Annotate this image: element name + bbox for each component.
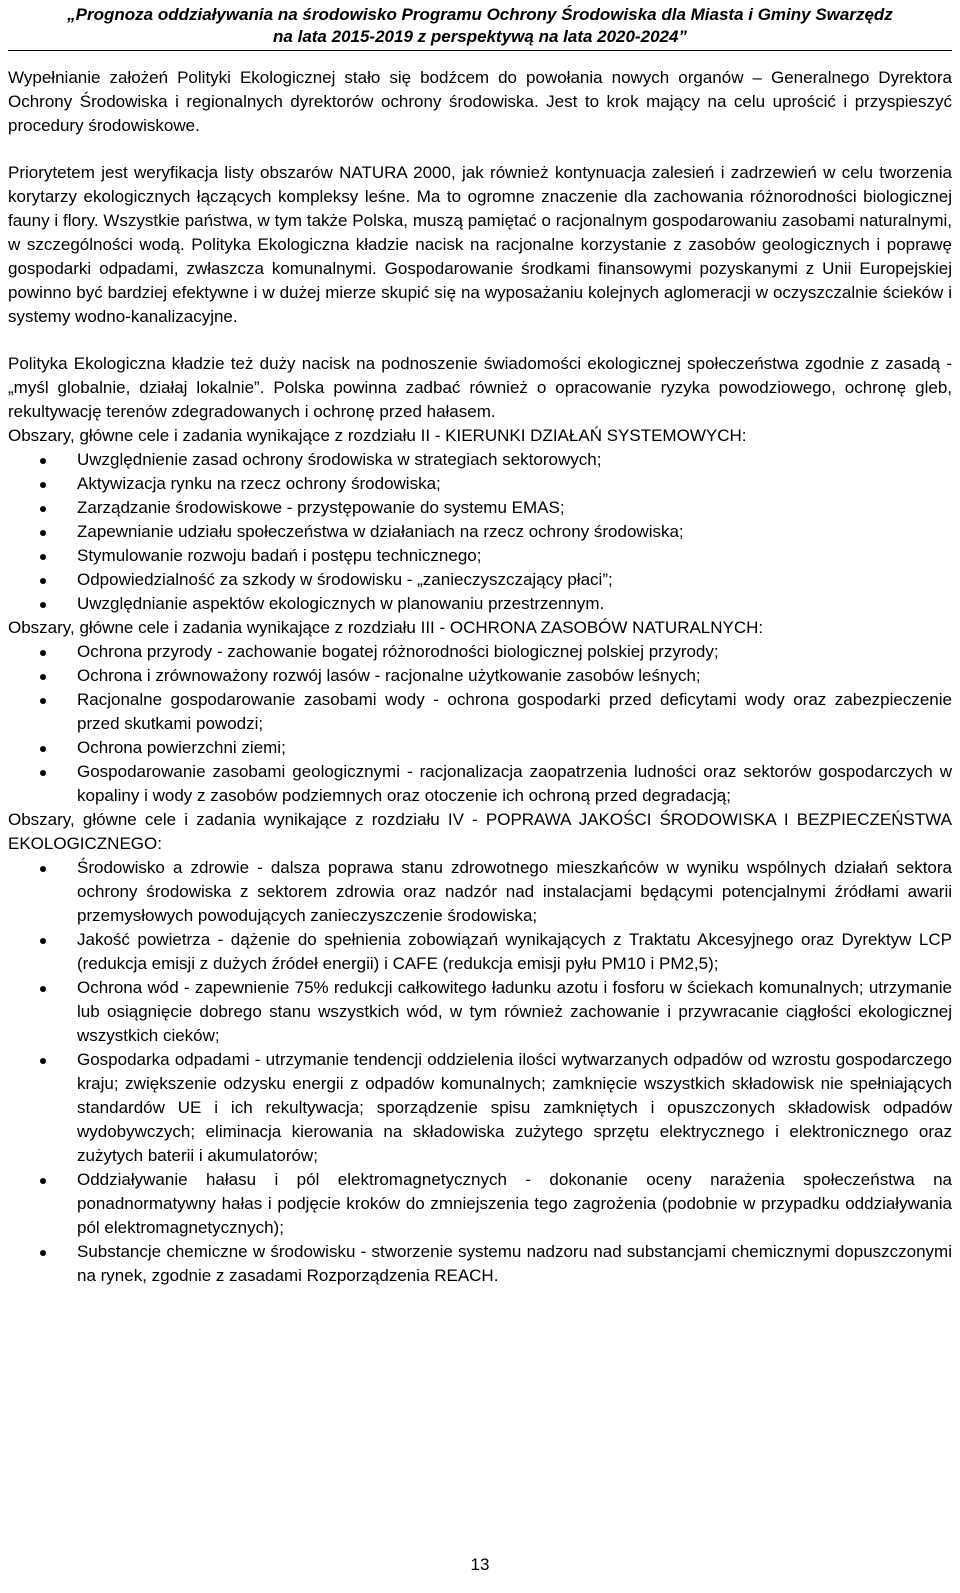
bullet-icon bbox=[40, 578, 46, 584]
list-item: Ochrona powierzchni ziemi; bbox=[8, 736, 952, 760]
bullet-icon bbox=[40, 674, 46, 680]
section-heading: Obszary, główne cele i zadania wynikające z rozdziału II - KIERUNKI DZIAŁAŃ SYSTEMOWYCH: bbox=[8, 426, 747, 445]
list-item: Stymulowanie rozwoju badań i postępu technicznego; bbox=[8, 544, 952, 568]
bullet-icon bbox=[40, 482, 46, 488]
list-item: Zarządzanie środowiskowe - przystępowanie do systemu EMAS; bbox=[8, 496, 952, 520]
page-header bbox=[0, 4, 960, 48]
section-iii bbox=[8, 616, 952, 808]
list-item: Uwzględnienie zasad ochrony środowiska w strategiach sektorowych; bbox=[8, 448, 952, 472]
bullet-list bbox=[8, 640, 952, 808]
bullet-icon bbox=[40, 698, 46, 704]
page-number: 13 bbox=[470, 1555, 490, 1574]
bullet-icon bbox=[40, 866, 46, 872]
list-item: Racjonalne gospodarowanie zasobami wody - ochrona gospodarki przed deficytami wody oraz zabezpieczenie przed skutkami powodzi; bbox=[8, 688, 952, 736]
bullet-icon bbox=[40, 1058, 46, 1064]
list-item: Aktywizacja rynku na rzecz ochrony środowiska; bbox=[8, 472, 952, 496]
paragraph-3: Polityka Ekologiczna kładzie też duży nacisk na podnoszenie świadomości ekologicznej społeczeństwa zgodnie z zasadą - „myśl globalnie, działaj lokalnie”. Polska powinna zadbać również o opracowanie ryzyka powodziowego, ochronę gleb, rekultywację terenów zdegradowanych i ochronę przed hałasem. bbox=[8, 354, 952, 421]
bullet-list bbox=[8, 448, 952, 616]
bullet-icon bbox=[40, 506, 46, 512]
bullet-list bbox=[8, 856, 952, 1288]
bullet-icon bbox=[40, 746, 46, 752]
bullet-icon bbox=[40, 986, 46, 992]
list-item: Ochrona przyrody - zachowanie bogatej różnorodności biologicznej polskiej przyrody; bbox=[8, 640, 952, 664]
bullet-icon bbox=[40, 602, 46, 608]
list-item: Ochrona i zrównoważony rozwój lasów - racjonalne użytkowanie zasobów leśnych; bbox=[8, 664, 952, 688]
header-line-1: „Prognoza oddziaływania na środowisko Programu Ochrony Środowiska dla Miasta i Gminy Swarzędz bbox=[67, 5, 893, 24]
list-item: Środowisko a zdrowie - dalsza poprawa stanu zdrowotnego mieszkańców w wyniku wspólnych działań sektora ochrony środowiska z sektorem zdrowia oraz nadzór nad instalacjami będącymi potencjalnymi źródłami awarii przemysłowych powodujących zanieczyszczenie środowiska; bbox=[8, 856, 952, 928]
bullet-icon bbox=[40, 938, 46, 944]
header-divider bbox=[8, 50, 952, 51]
list-item: Gospodarowanie zasobami geologicznymi - racjonalizacja zaopatrzenia ludności oraz sektorów gospodarczych w kopaliny i wody z zasobów podziemnych oraz otoczenie ich ochroną przed degradacją; bbox=[8, 760, 952, 808]
bullet-icon bbox=[40, 530, 46, 536]
list-item: Uwzględnianie aspektów ekologicznych w planowaniu przestrzennym. bbox=[8, 592, 952, 616]
section-heading: Obszary, główne cele i zadania wynikające z rozdziału III - OCHRONA ZASOBÓW NATURALNYCH: bbox=[8, 618, 764, 637]
paragraph-1: Wypełnianie założeń Polityki Ekologicznej stało się bodźcem do powołania nowych organów – Generalnego Dyrektora Ochrony Środowiska i regionalnych dyrektorów ochrony środowiska. Jest to krok mający na celu uprościć i przyspieszyć procedury środowiskowe. bbox=[8, 68, 952, 135]
bullet-icon bbox=[40, 770, 46, 776]
document-body bbox=[8, 66, 952, 1288]
list-item: Odpowiedzialność za szkody w środowisku - „zanieczyszczający płaci”; bbox=[8, 568, 952, 592]
bullet-icon bbox=[40, 1178, 46, 1184]
section-ii bbox=[8, 424, 952, 616]
list-item: Oddziaływanie hałasu i pól elektromagnetycznych - dokonanie oceny narażenia społeczeństwa na ponadnormatywny hałas i podjęcie kroków do zmniejszenia tego zagrożenia (podobnie w przypadku oddziaływania pól elektromagnetycznych); bbox=[8, 1168, 952, 1240]
list-item: Substancje chemiczne w środowisku - stworzenie systemu nadzoru nad substancjami chemicznymi dopuszczonymi na rynek, zgodnie z zasadami Rozporządzenia REACH. bbox=[8, 1240, 952, 1288]
section-iv bbox=[8, 808, 952, 1288]
bullet-icon bbox=[40, 650, 46, 656]
list-item: Zapewnianie udziału społeczeństwa w działaniach na rzecz ochrony środowiska; bbox=[8, 520, 952, 544]
bullet-icon bbox=[40, 1250, 46, 1256]
section-heading: Obszary, główne cele i zadania wynikające z rozdziału IV - POPRAWA JAKOŚCI ŚRODOWISKA I BEZPIECZEŃSTWA EKOLOGICZNEGO: bbox=[8, 810, 952, 853]
bullet-icon bbox=[40, 458, 46, 464]
bullet-icon bbox=[40, 554, 46, 560]
list-item: Jakość powietrza - dążenie do spełnienia zobowiązań wynikających z Traktatu Akcesyjnego oraz Dyrektyw LCP (redukcja emisji z dużych źródeł energii) i CAFE (redukcja emisji pyłu PM10 i PM2,5); bbox=[8, 928, 952, 976]
list-item: Ochrona wód - zapewnienie 75% redukcji całkowitego ładunku azotu i fosforu w ściekach komunalnych; utrzymanie lub osiągnięcie dobrego stanu wszystkich wód, w tym również zachowanie i przywracanie ciągłości ekologicznej wszystkich cieków; bbox=[8, 976, 952, 1048]
paragraph-2: Priorytetem jest weryfikacja listy obszarów NATURA 2000, jak również kontynuacja zalesień i zadrzewień w celu tworzenia korytarzy ekologicznych łączących kompleksy leśne. Ma to ogromne znaczenie dla zachowania różnorodności biologicznej fauny i flory. Wszystkie państwa, w tym także Polska, muszą pamiętać o racjonalnym gospodarowaniu zasobami naturalnymi, w szczególności wodą. Polityka Ekologiczna kładzie nacisk na racjonalne korzystanie z zasobów geologicznych i poprawę gospodarki odpadami, zwłaszcza komunalnymi. Gospodarowanie środkami finansowymi pozyskanymi z Unii Europejskiej powinno być bardziej efektywne i w dużej mierze skupić się na wyposażaniu kolejnych aglomeracji w oczyszczalnie ścieków i systemy wodno-kanalizacyjne. bbox=[8, 163, 952, 326]
header-line-2: na lata 2015-2019 z perspektywą na lata 2020-2024” bbox=[273, 27, 687, 46]
list-item: Gospodarka odpadami - utrzymanie tendencji oddzielenia ilości wytwarzanych odpadów od wzrostu gospodarczego kraju; zwiększenie odzysku energii z odpadów komunalnych; zamknięcie wszystkich składowisk nie spełniających standardów UE i ich rekultywacja; sporządzenie spisu zamkniętych i opuszczonych składowisk odpadów wydobywczych; eliminacja kierowania na składowiska zużytego sprzętu elektrycznego i elektronicznego oraz zużytych baterii i akumulatorów; bbox=[8, 1048, 952, 1168]
